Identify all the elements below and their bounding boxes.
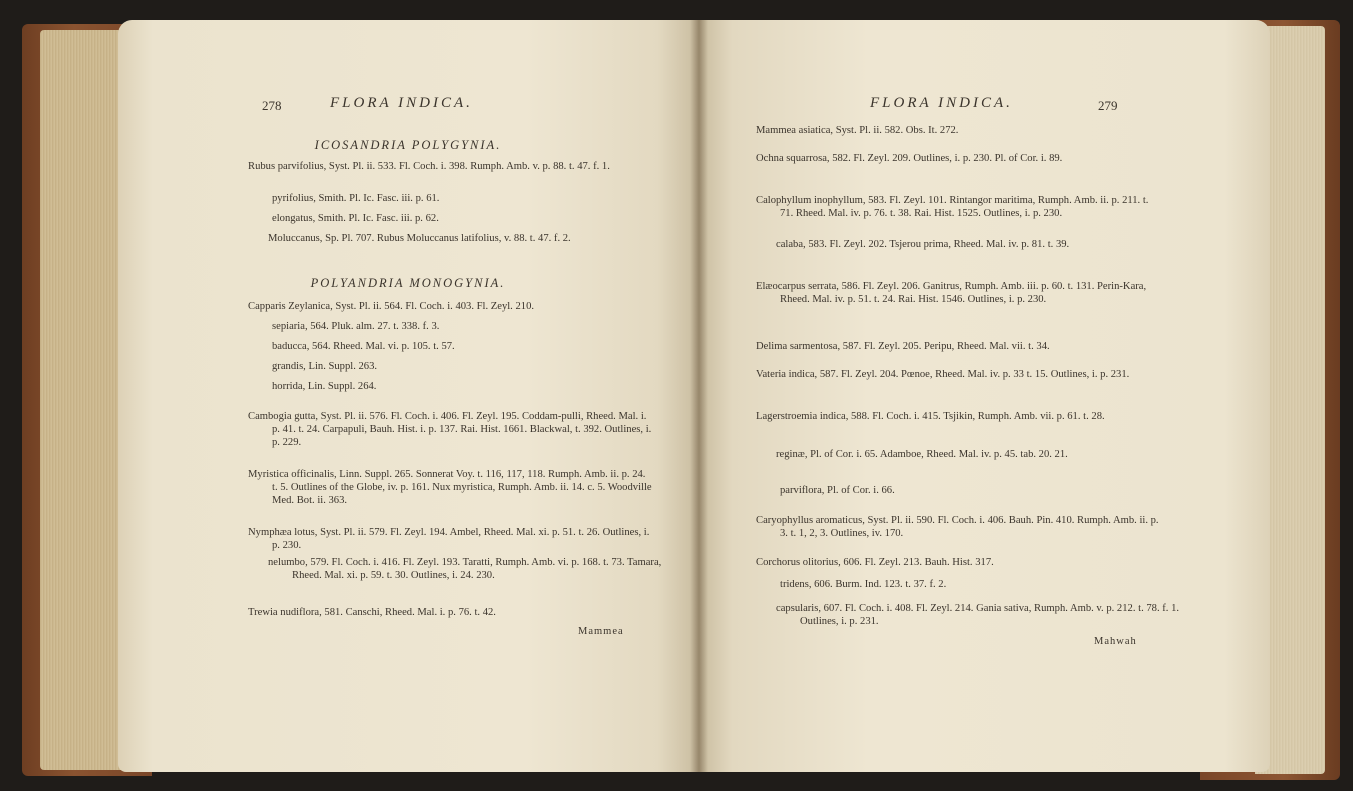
right-page-number: 279 <box>1098 98 1118 113</box>
entry-ochna-squarrosa: Ochna squarrosa, 582. Fl. Zeyl. 209. Outlines, i. p. 230. Pl. of Cor. i. 89. <box>756 153 1063 164</box>
left-catchword: Mammea <box>578 626 624 637</box>
entry-corchorus-olitorius: Corchorus olitorius, 606. Fl. Zeyl. 213. Bauh. Hist. 317. <box>756 557 994 568</box>
entry-vateria-indica: Vateria indica, 587. Fl. Zeyl. 204. Pœnoe, Rheed. Mal. iv. p. 33 t. 15. Outlines, i. p. 231. <box>756 369 1130 380</box>
entry-grandis: grandis, Lin. Suppl. 263. <box>272 361 378 372</box>
entry-sepiaria: sepiaria, 564. Pluk. alm. 27. t. 338. f. 3. <box>272 321 440 332</box>
entry-tridens: tridens, 606. Burm. Ind. 123. t. 37. f. 2. <box>780 579 947 590</box>
entry-horrida: horrida, Lin. Suppl. 264. <box>272 381 377 392</box>
entry-nymphaea-lotus: Nymphæa lotus, Syst. Pl. ii. 579. Fl. Zeyl. 194. Ambel, Rheed. Mal. xi. p. 51. t. 26. Outlines, i. p. 230. <box>248 527 650 552</box>
entry-nelumbo: nelumbo, 579. Fl. Coch. i. 416. Fl. Zeyl. 193. Taratti, Rumph. Amb. vi. p. 168. t. 73. Tamara, Rheed. Mal. xi. p. 59. t. 30. Outlines, i. 24. 230. <box>268 557 662 582</box>
entry-calophyllum-inophyllum: Calophyllum inophyllum, 583. Fl. Zeyl. 101. Rintangor maritima, Rumph. Amb. ii. p. 211. t. 71. Rheed. Mal. iv. p. 76. t. 38. Rai. Hist. 1525. Outlines, i. p. 230. <box>756 195 1149 220</box>
entry-moluccanus: Moluccanus, Sp. Pl. 707. Rubus Moluccanus latifolius, v. 88. t. 47. f. 2. <box>268 233 571 244</box>
entry-mammea-asiatica: Mammea asiatica, Syst. Pl. ii. 582. Obs. It. 272. <box>756 125 959 136</box>
entry-pyrifolius: pyrifolius, Smith. Pl. Ic. Fasc. iii. p. 61. <box>272 193 440 204</box>
left-page <box>118 20 698 772</box>
entry-capsularis: capsularis, 607. Fl. Coch. i. 408. Fl. Zeyl. 214. Gania sativa, Rumph. Amb. v. p. 212. t. 78. f. 1. Outlines, i. p. 231. <box>776 603 1180 628</box>
entry-rubus-parvifolius: Rubus parvifolius, Syst. Pl. ii. 533. Fl. Coch. i. 398. Rumph. Amb. v. p. 88. t. 47. f. 1. <box>248 161 610 172</box>
entry-calaba: calaba, 583. Fl. Zeyl. 202. Tsjerou prima, Rheed. Mal. iv. p. 81. t. 39. <box>776 239 1070 250</box>
section-heading-polyandria: POLYANDRIA MONOGYNIA. <box>310 276 506 290</box>
entry-delima-sarmentosa: Delima sarmentosa, 587. Fl. Zeyl. 205. Peripu, Rheed. Mal. vii. t. 34. <box>756 341 1050 352</box>
entry-myristica-officinalis: Myristica officinalis, Linn. Suppl. 265. Sonnerat Voy. t. 116, 117, 118. Rumph. Amb. ii. p. 24. t. 5. Outlines of the Globe, iv. p. 161. Nux myristica, Rumph. Amb. ii. 14. c. 5. Woodville Med. Bot. ii. 363. <box>248 469 652 507</box>
left-page-number: 278 <box>262 98 282 113</box>
left-running-head: FLORA INDICA. <box>330 95 473 111</box>
entry-elaeocarpus-serrata: Elæocarpus serrata, 586. Fl. Zeyl. 206. Ganitrus, Rumph. Amb. iii. p. 60. t. 131. Perin-Kara, Rheed. Mal. iv. p. 51. t. 24. Rai. Hist. 1546. Outlines, i. p. 230. <box>756 281 1147 306</box>
entry-caryophyllus-aromaticus: Caryophyllus aromaticus, Syst. Pl. ii. 590. Fl. Coch. i. 406. Bauh. Pin. 410. Rumph. Amb. ii. p. 3. t. 1, 2, 3. Outlines, iv. 170. <box>756 515 1159 540</box>
entry-trewia-nudiflora: Trewia nudiflora, 581. Canschi, Rheed. Mal. i. p. 76. t. 42. <box>248 607 496 618</box>
book-gutter <box>690 20 708 772</box>
entry-capparis-zeylanica: Capparis Zeylanica, Syst. Pl. ii. 564. Fl. Coch. i. 403. Fl. Zeyl. 210. <box>248 301 535 312</box>
section-heading-icosandria: ICOSANDRIA POLYGYNIA. <box>314 138 502 152</box>
entry-reginae: reginæ, Pl. of Cor. i. 65. Adamboe, Rheed. Mal. iv. p. 45. tab. 20. 21. <box>776 449 1068 460</box>
entry-baducca: baducca, 564. Rheed. Mal. vi. p. 105. t. 57. <box>272 341 455 352</box>
entry-parviflora: parviflora, Pl. of Cor. i. 66. <box>780 485 895 496</box>
entry-cambogia-gutta: Cambogia gutta, Syst. Pl. ii. 576. Fl. Coch. i. 406. Fl. Zeyl. 195. Coddam-pulli, Rheed. Mal. i. p. 41. t. 24. Carpapuli, Bauh. Hist. i. p. 137. Rai. Hist. 1661. Blackwal, t. 392. Outlines, i. p. 229. <box>248 411 652 449</box>
right-running-head: FLORA INDICA. <box>870 95 1013 111</box>
entry-elongatus: elongatus, Smith. Pl. Ic. Fasc. iii. p. 62. <box>272 213 439 224</box>
entry-lagerstroemia-indica: Lagerstroemia indica, 588. Fl. Coch. i. 415. Tsjikin, Rumph. Amb. vii. p. 61. t. 28. <box>756 411 1105 422</box>
right-catchword: Mahwah <box>1094 636 1137 647</box>
